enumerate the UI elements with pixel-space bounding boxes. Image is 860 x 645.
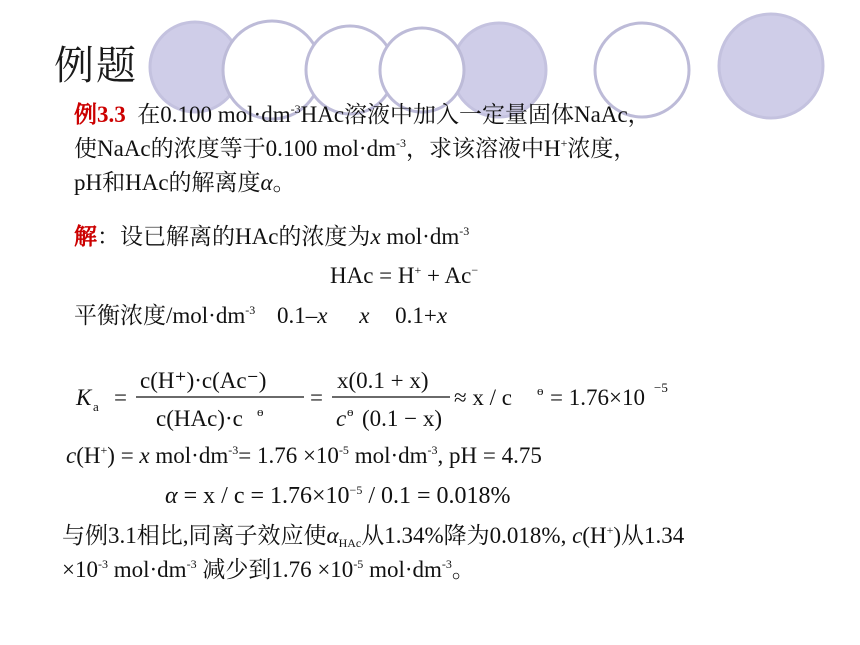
var-x: x bbox=[370, 224, 381, 249]
ka-symbol: K bbox=[76, 385, 92, 410]
alpha-result bbox=[165, 482, 511, 510]
sup: -3 bbox=[228, 443, 239, 457]
solution-intro bbox=[74, 223, 469, 251]
eq-label: 平衡浓度/mol·dm bbox=[74, 303, 246, 328]
equilibrium-concentrations bbox=[74, 302, 447, 330]
compare-text-4: )从1.34 bbox=[613, 523, 685, 548]
compare-text-5: ×10 bbox=[62, 557, 98, 582]
theta-2: ө bbox=[347, 404, 354, 419]
sup: + bbox=[100, 443, 108, 457]
fraction-1-denominator: c(HAc)·c bbox=[156, 406, 243, 431]
conc-h: x bbox=[359, 303, 370, 328]
eq-rhs: + Ac bbox=[421, 263, 472, 288]
sup: -5 bbox=[353, 557, 364, 571]
problem-text-2: 使NaAc的浓度等于0.100 mol·dm bbox=[74, 136, 396, 161]
compare-text-2: 从1.34%降为0.018%, bbox=[361, 523, 573, 548]
ph-value: , pH = 4.75 bbox=[437, 443, 542, 468]
sup: -3 bbox=[186, 557, 197, 571]
problem-text-2b: ，求该溶液中H bbox=[405, 136, 561, 161]
alpha-expr-2: / 0.1 = 0.018% bbox=[362, 483, 511, 509]
sup: -3 bbox=[245, 303, 256, 317]
sup: − bbox=[471, 263, 479, 277]
alpha-symbol: α bbox=[326, 523, 339, 548]
c-standard: c bbox=[336, 406, 347, 431]
fraction-2-denominator: (0.1 − x) bbox=[362, 406, 443, 431]
fraction-2-numerator: x(0.1 + x) bbox=[337, 368, 429, 393]
var-x: x bbox=[317, 303, 328, 328]
solution-intro-text: 设已解离的HAc的浓度为 bbox=[120, 224, 371, 249]
sup: + bbox=[414, 263, 422, 277]
ka-subscript: a bbox=[93, 399, 99, 414]
sup: -5 bbox=[338, 443, 349, 457]
unit: mol·dm bbox=[149, 443, 229, 468]
theta-1: ө bbox=[257, 404, 264, 419]
compare-text-6: mol·dm bbox=[107, 557, 187, 582]
sub: HAc bbox=[338, 536, 362, 550]
colon: ： bbox=[97, 224, 120, 249]
problem-line-2 bbox=[74, 135, 636, 163]
problem-line-1 bbox=[74, 101, 651, 129]
problem-text-2c: 浓度， bbox=[567, 136, 637, 161]
equilibrium-equation bbox=[330, 262, 478, 290]
h-ion: (H bbox=[76, 443, 101, 468]
compare-text-1: 与例3.1相比,同离子效应使 bbox=[62, 523, 327, 548]
unit: mol·dm bbox=[380, 224, 460, 249]
value: = 1.76 ×10 bbox=[238, 443, 339, 468]
compare-text-3: (H bbox=[582, 523, 607, 548]
alpha-expr-1: = x / c = 1.76×10 bbox=[177, 483, 350, 509]
sup: −5 bbox=[349, 483, 363, 497]
unit: mol·dm bbox=[348, 443, 428, 468]
comparison-line-2 bbox=[62, 556, 475, 584]
solution-label: 解 bbox=[74, 224, 97, 249]
compare-text-7: 减少到1.76 ×10 bbox=[196, 557, 354, 582]
var-x: x bbox=[139, 443, 150, 468]
sup: -3 bbox=[459, 224, 470, 238]
var-c: c bbox=[572, 523, 583, 548]
problem-text-1b: HAc溶液中加入一定量固体NaAc， bbox=[300, 102, 651, 127]
alpha-symbol: α bbox=[165, 483, 178, 509]
approx-term: ≈ x / c bbox=[454, 385, 512, 410]
compare-text-8: mol·dm bbox=[363, 557, 442, 582]
eq-lhs: HAc = H bbox=[330, 263, 415, 288]
h-concentration-result bbox=[66, 442, 542, 470]
conc-ac: 0.1+ bbox=[395, 303, 437, 328]
problem-line-3 bbox=[74, 169, 296, 197]
sup: + bbox=[606, 523, 614, 537]
slide-title: 例题 bbox=[54, 43, 138, 89]
problem-text-3b: 。 bbox=[272, 170, 296, 195]
problem-text-3: pH和HAc的解离度 bbox=[74, 170, 261, 195]
alpha-symbol: α bbox=[260, 170, 273, 195]
problem-text-1: 在0.100 mol·dm bbox=[137, 102, 291, 127]
equals-2: = bbox=[310, 385, 323, 410]
var-x: x bbox=[436, 303, 448, 328]
fraction-1-numerator: c(H⁺)·c(Ac⁻) bbox=[140, 368, 267, 393]
sup: -3 bbox=[97, 557, 108, 571]
var-c: c bbox=[66, 443, 77, 468]
sup: + bbox=[560, 136, 568, 150]
deco-circle-7 bbox=[719, 14, 823, 118]
sup: -3 bbox=[395, 136, 406, 150]
comparison-line-1 bbox=[62, 522, 684, 550]
ka-formula bbox=[70, 358, 710, 443]
problem-label: 例3.3 bbox=[74, 102, 126, 127]
sup: -3 bbox=[441, 557, 452, 571]
deco-circle-4 bbox=[380, 28, 464, 112]
sup: -3 bbox=[290, 102, 301, 116]
sup: -3 bbox=[427, 443, 438, 457]
compare-text-9: 。 bbox=[451, 557, 475, 582]
conc-hac: 0.1– bbox=[276, 303, 318, 328]
equals: ) = bbox=[107, 443, 140, 468]
equals-1: = bbox=[114, 385, 127, 410]
ka-value: = 1.76×10 bbox=[550, 385, 645, 410]
ka-exponent: −5 bbox=[654, 380, 668, 395]
theta-3: ө bbox=[537, 383, 544, 398]
